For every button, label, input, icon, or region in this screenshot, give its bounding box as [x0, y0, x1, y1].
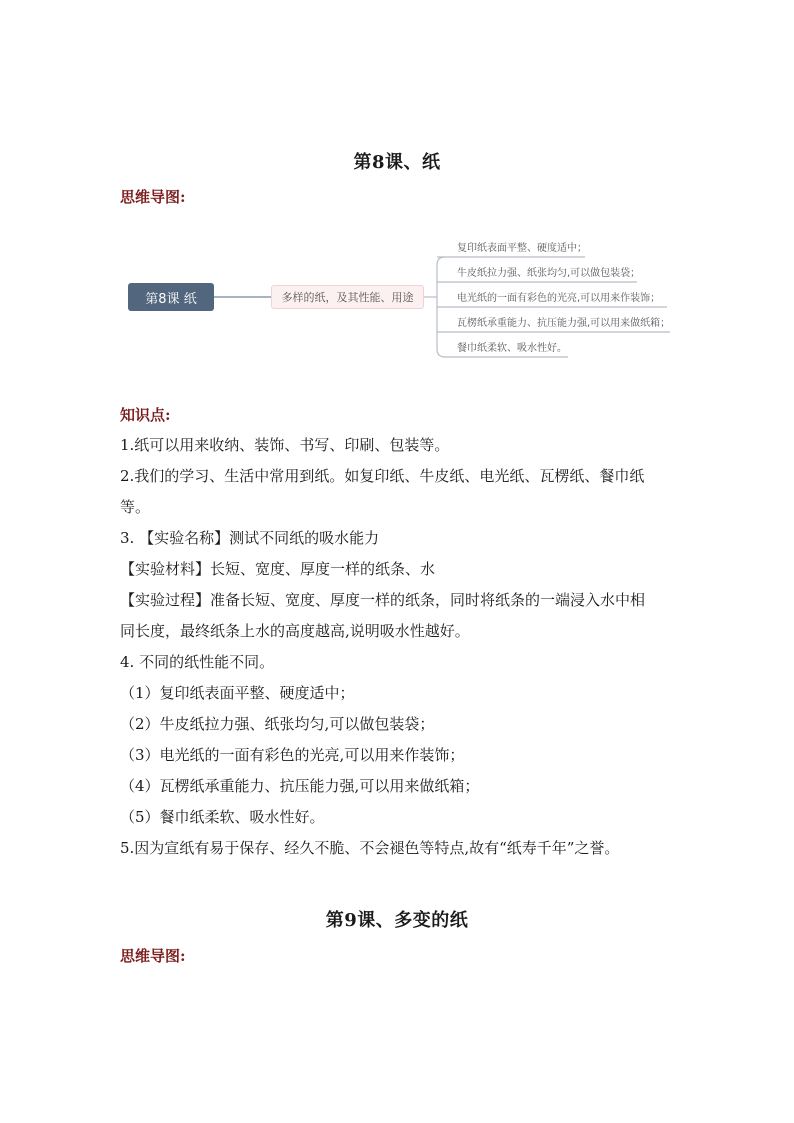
knowledge-line: 【实验过程】准备长短、宽度、厚度一样的纸条，同时将纸条的一端浸入水中相: [120, 591, 646, 609]
mindmap: [125, 225, 675, 365]
lesson-8-title: 第8课、纸: [353, 152, 441, 173]
mindmap-leaf: 瓦楞纸承重能力、抗压能力强,可以用来做纸箱；: [457, 318, 671, 329]
mindmap-leaf: 牛皮纸拉力强、纸张均匀,可以做包装袋；: [457, 268, 641, 279]
lesson-9-title: 第9课、多变的纸: [325, 910, 469, 931]
knowledge-line: （3）电光纸的一面有彩色的光亮,可以用来作装饰；: [120, 746, 465, 764]
mindmap-label: 思维导图:: [120, 188, 186, 206]
knowledge-line: （1）复印纸表面平整、硬度适中；: [120, 684, 355, 702]
knowledge-line: （2）牛皮纸拉力强、纸张均匀,可以做包装袋；: [120, 715, 435, 733]
mindmap-leaf: 餐巾纸柔软、吸水性好。: [457, 343, 567, 354]
knowledge-line: 【实验材料】长短、宽度、厚度一样的纸条、水: [120, 560, 436, 578]
mindmap-branch-node: 多样的纸，及其性能、用途: [271, 285, 424, 309]
mindmap-leaf: 复印纸表面平整、硬度适中；: [457, 243, 587, 254]
knowledge-line: 等。: [120, 498, 151, 516]
knowledge-line: 3. 【实验名称】测试不同纸的吸水能力: [120, 529, 380, 547]
mindmap-leaf: 电光纸的一面有彩色的光亮,可以用来作装饰；: [457, 293, 661, 304]
knowledge-line: （5）餐巾纸柔软、吸水性好。: [120, 808, 325, 826]
mindmap-root-node: 第8课 纸: [128, 283, 214, 311]
knowledge-line: 5.因为宣纸有易于保存、经久不脆、不会褪色等特点,故有“纸寿千年”之誉。: [120, 839, 620, 857]
knowledge-line: 4. 不同的纸性能不同。: [120, 653, 275, 671]
knowledge-label: 知识点:: [120, 406, 171, 424]
knowledge-line: 1.纸可以用来收纳、装饰、书写、印刷、包装等。: [120, 436, 450, 454]
knowledge-line: 同长度，最终纸条上水的高度越高,说明吸水性越好。: [120, 622, 470, 640]
knowledge-line: （4）瓦楞纸承重能力、抗压能力强,可以用来做纸箱；: [120, 777, 480, 795]
knowledge-line: 2.我们的学习、生活中常用到纸。如复印纸、牛皮纸、电光纸、瓦楞纸、餐巾纸: [120, 467, 645, 485]
mindmap-label: 思维导图:: [120, 947, 186, 965]
